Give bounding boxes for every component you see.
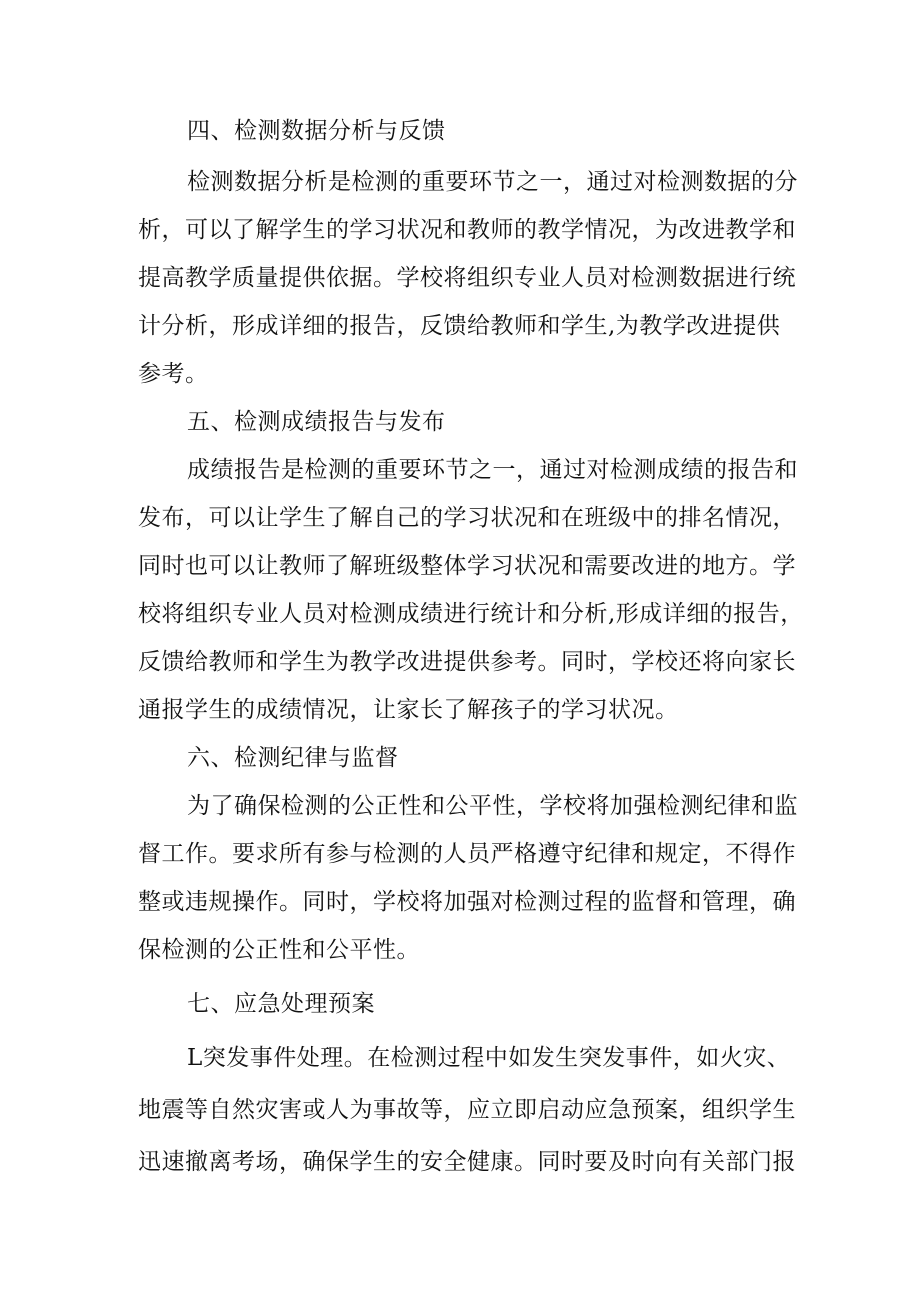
paragraph-line: 计分析，形成详细的报告，反馈给教师和学生,为教学改进提供 — [138, 313, 781, 339]
section-heading-4: 四、检测数据分析与反馈 — [187, 118, 446, 144]
paragraph-line: 通报学生的成绩情况，让家长了解孩子的学习状况。 — [138, 697, 679, 723]
paragraph-line: 成绩报告是检测的重要环节之一，通过对检测成绩的报告和 — [187, 457, 798, 483]
paragraph-line: 整或违规操作。同时，学校将加强对检测过程的监督和管理，确 — [138, 889, 796, 915]
paragraph-line: 析，可以了解学生的学习状况和教师的教学情况，为改进教学和 — [138, 217, 796, 243]
paragraph-line: 地震等自然灾害或人为事故等，应立即启动应急预案，组织学生 — [138, 1097, 796, 1123]
paragraph-line: 为了确保检测的公正性和公平性，学校将加强检测纪律和监 — [187, 793, 798, 819]
section-heading-7: 七、应急处理预案 — [187, 991, 375, 1017]
paragraph-line: 督工作。要求所有参与检测的人员严格遵守纪律和规定，不得作 — [138, 841, 796, 867]
paragraph-line: 校将组织专业人员对检测成绩进行统计和分析,形成详细的报告， — [138, 601, 804, 627]
paragraph-line: 保检测的公正性和公平性。 — [138, 937, 420, 963]
paragraph-line: 同时也可以让教师了解班级整体学习状况和需要改进的地方。学 — [138, 553, 796, 579]
paragraph-line: 迅速撤离考场，确保学生的安全健康。同时要及时向有关部门报 — [138, 1149, 796, 1175]
paragraph-line: L突发事件处理。在检测过程中如发生突发事件，如火灾、 — [187, 1045, 791, 1071]
paragraph-line: 参考。 — [138, 361, 209, 387]
paragraph-line: 检测数据分析是检测的重要环节之一，通过对检测数据的分 — [187, 169, 798, 195]
paragraph-line: 反馈给教师和学生为教学改进提供参考。同时，学校还将向家长 — [138, 649, 796, 675]
section-heading-5: 五、检测成绩报告与发布 — [187, 409, 446, 435]
paragraph-line: 发布，可以让学生了解自己的学习状况和在班级中的排名情况， — [138, 505, 796, 531]
section-heading-6: 六、检测纪律与监督 — [187, 745, 399, 771]
paragraph-line: 提高教学质量提供依据。学校将组织专业人员对检测数据进行统 — [138, 265, 796, 291]
